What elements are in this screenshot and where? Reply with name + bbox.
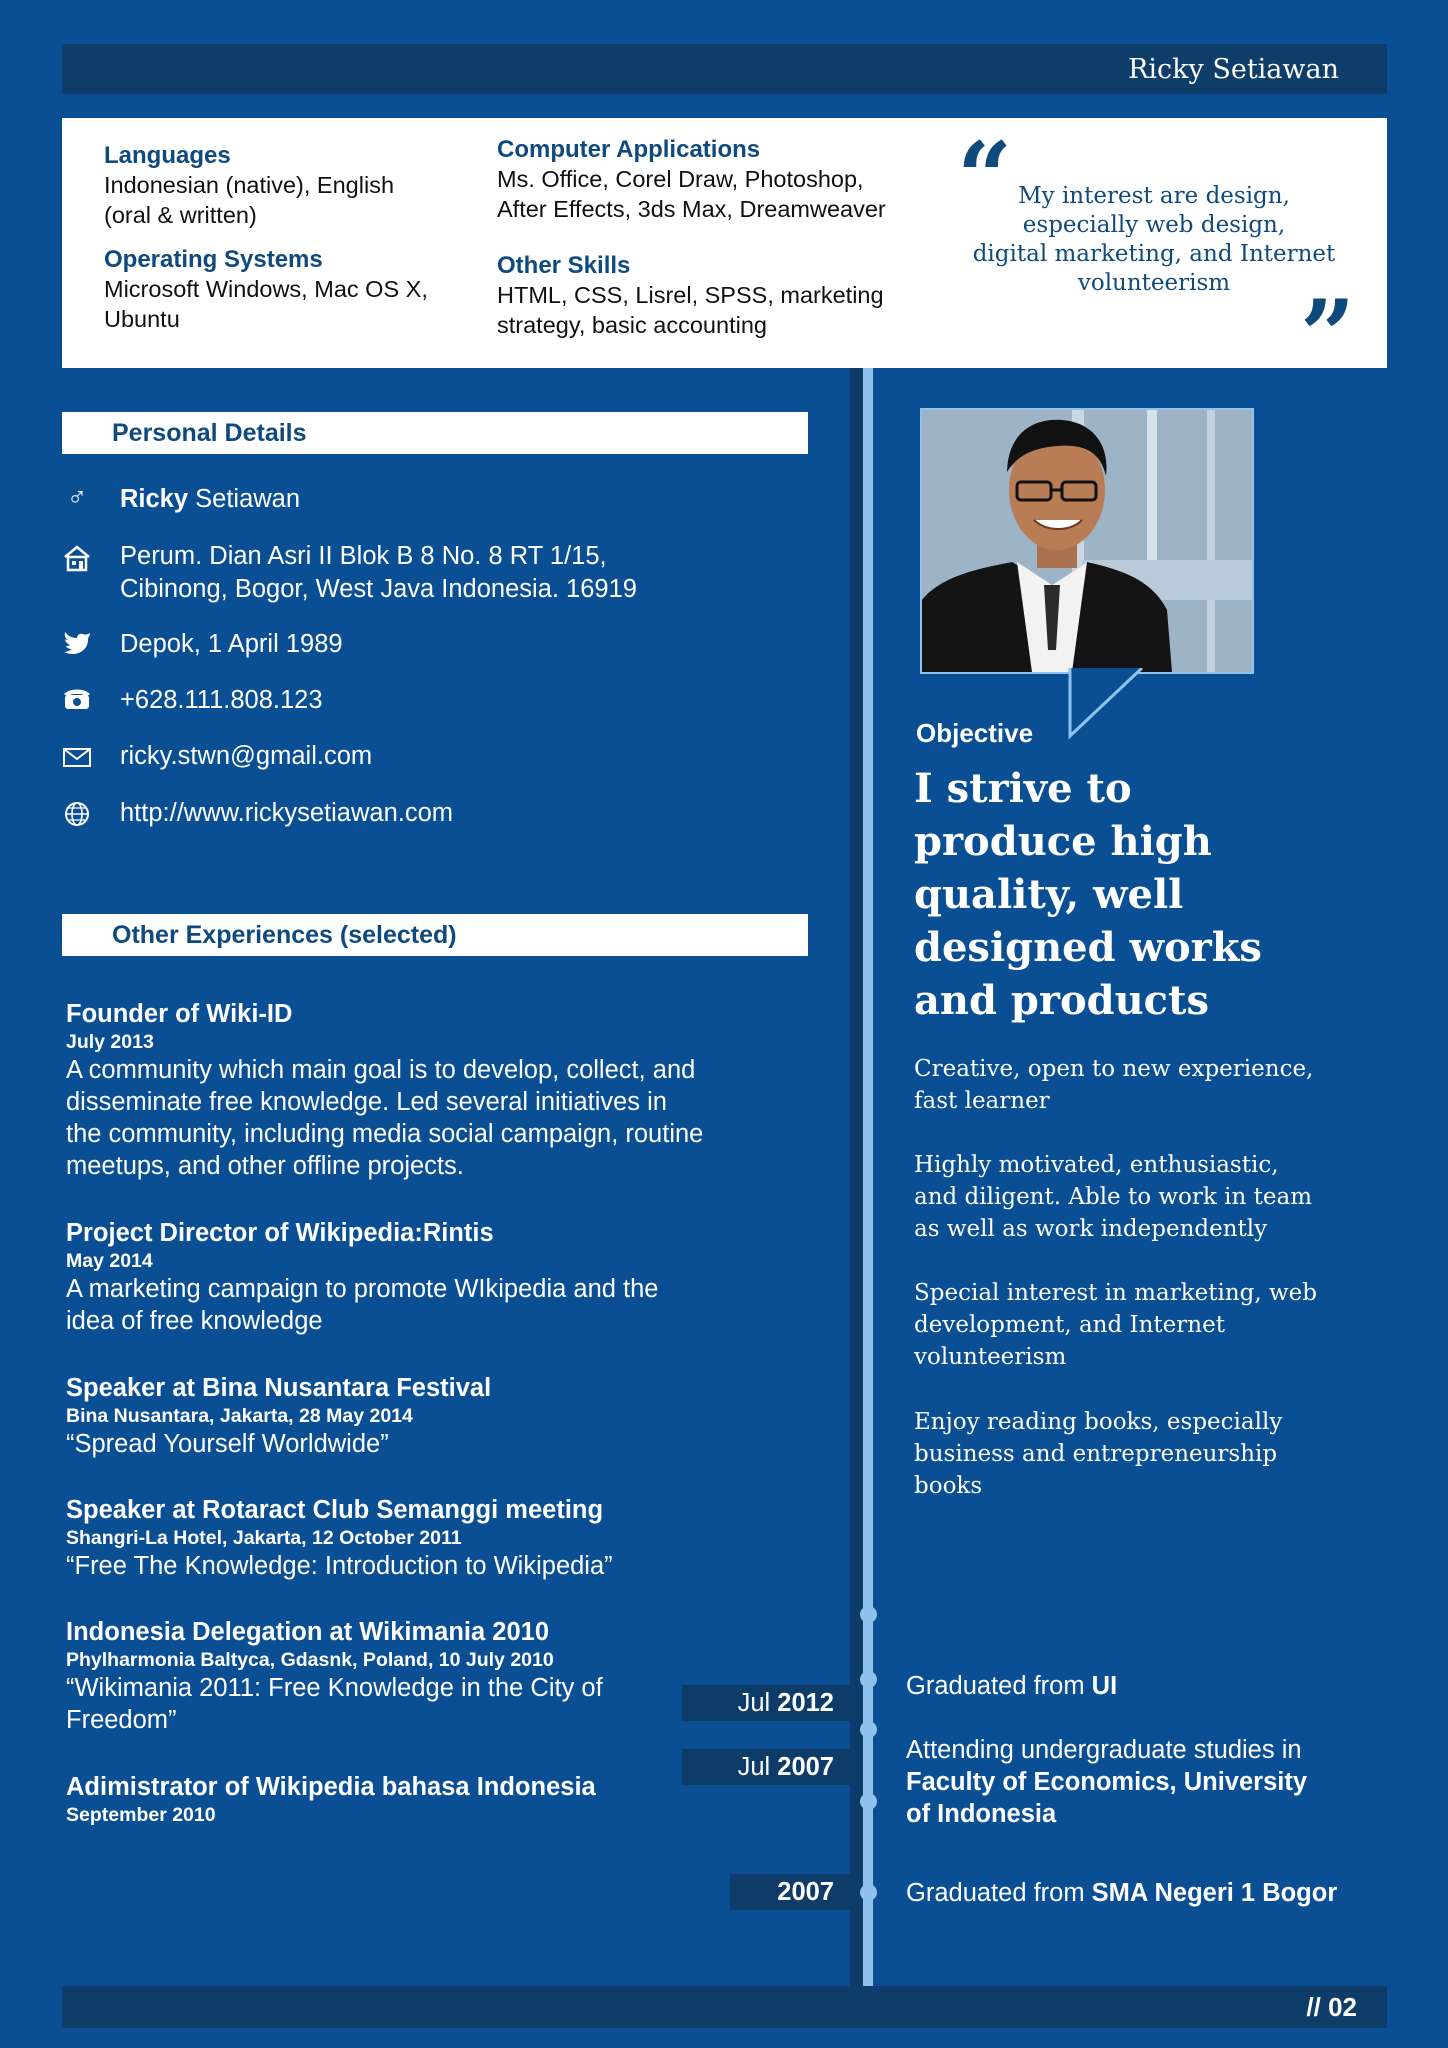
timeline-line [863, 368, 873, 1988]
personal-address: Perum. Dian Asri II Blok B 8 No. 8 RT 1/15, Cibinong, Bogor, West Java Indonesia. 16919 [120, 542, 637, 603]
other-skills-text: HTML, CSS, Lisrel, SPSS, marketing strategy, basic accounting [497, 282, 884, 338]
personal-details-heading: Personal Details [62, 412, 808, 454]
timeline-entry: Graduated from UI [906, 1672, 1118, 1700]
operating-systems-text: Microsoft Windows, Mac OS X, Ubuntu [104, 276, 428, 332]
house-icon [62, 543, 92, 573]
footer-bar [62, 1986, 1387, 2028]
experience-item: Adimistrator of Wikipedia bahasa Indonesia September 2010 [66, 1773, 596, 1826]
telephone-icon [62, 684, 92, 714]
timeline-dot [860, 1671, 877, 1688]
speech-bubble-tail [1068, 668, 1148, 740]
globe-icon [62, 799, 92, 829]
close-quote-icon: ” [1300, 279, 1356, 392]
computer-applications-title: Computer Applications [497, 136, 761, 163]
experience-item: Speaker at Rotaract Club Semanggi meeting Shangri-La Hotel, Jakarta, 12 October 2011 “Free The Knowledge: Introduction to Wikipedia” [66, 1496, 613, 1580]
open-quote-icon: “ [957, 121, 1013, 234]
timeline-dot [860, 1793, 877, 1810]
objective-paragraph: Highly motivated, enthusiastic, and diligent. Able to work in team as well as work independently [914, 1152, 1313, 1242]
timeline-entry: Graduated from SMA Negeri 1 Bogor [906, 1879, 1338, 1907]
personal-name: Ricky Setiawan [120, 485, 301, 513]
experience-item: Speaker at Bina Nusantara Festival Bina Nusantara, Jakarta, 28 May 2014 “Spread Yourself Worldwide” [66, 1374, 492, 1458]
experience-item: Founder of Wiki-ID July 2013 A community which main goal is to develop, collect, and disseminate free knowledge. Led several initiatives in the community, including media social campaign, routine meetups, and other offline projects. [66, 1000, 704, 1180]
objective-paragraph: Creative, open to new experience, fast learner [914, 1056, 1314, 1114]
header-bar [62, 44, 1387, 94]
languages-text: Indonesian (native), English (oral & written) [104, 172, 395, 228]
page-number: // 02 [1306, 1992, 1357, 2022]
experience-item: Indonesia Delegation at Wikimania 2010 Phylharmonia Baltyca, Gdasnk, Poland, 10 July 2010 “Wikimania 2011: Free Knowledge in the City of Freedom” [66, 1618, 603, 1734]
operating-systems-title: Operating Systems [104, 246, 323, 273]
languages-title: Languages [104, 142, 231, 169]
personal-website[interactable]: http://www.rickysetiawan.com [120, 799, 454, 827]
computer-applications-text: Ms. Office, Corel Draw, Photoshop, After Effects, 3ds Max, Dreamweaver [497, 166, 886, 222]
skills-panel [62, 118, 1387, 392]
timeline-entry: Attending undergraduate studies in Faculty of Economics, University of Indonesia [906, 1736, 1308, 1828]
personal-birth: Depok, 1 April 1989 [120, 630, 343, 658]
objective-paragraph: Enjoy reading books, especially business and entrepreneurship books [914, 1409, 1283, 1499]
header-name: Ricky Setiawan [1128, 54, 1339, 85]
timeline-date: Jul 2007 [682, 1749, 850, 1785]
timeline-date: 2007 [730, 1874, 850, 1910]
personal-email[interactable]: ricky.stwn@gmail.com [120, 742, 373, 770]
profile-photo [920, 408, 1254, 674]
interest-quote: My interest are design, especially web design, digital marketing, and Internet volunteerism [972, 183, 1336, 296]
timeline-dot [860, 1606, 877, 1623]
objective-label: Objective [916, 718, 1034, 748]
timeline-date: Jul 2012 [682, 1685, 850, 1721]
experience-item: Project Director of Wikipedia:Rintis May 2014 A marketing campaign to promote WIkipedia and the idea of free knowledge [66, 1219, 659, 1335]
other-skills-title: Other Skills [497, 252, 631, 279]
personal-phone: +628.111.808.123 [120, 686, 323, 714]
envelope-icon [62, 742, 92, 772]
timeline-dot [860, 1884, 877, 1901]
experiences-heading: Other Experiences (selected) [62, 914, 808, 956]
bird-icon [62, 627, 92, 657]
objective-statement: I strive to produce high quality, well designed works and products [914, 765, 1262, 1024]
objective-paragraph: Special interest in marketing, web development, and Internet volunteerism [914, 1280, 1318, 1370]
timeline-dot [860, 1721, 877, 1738]
male-sign-icon: ♂ [66, 482, 88, 512]
